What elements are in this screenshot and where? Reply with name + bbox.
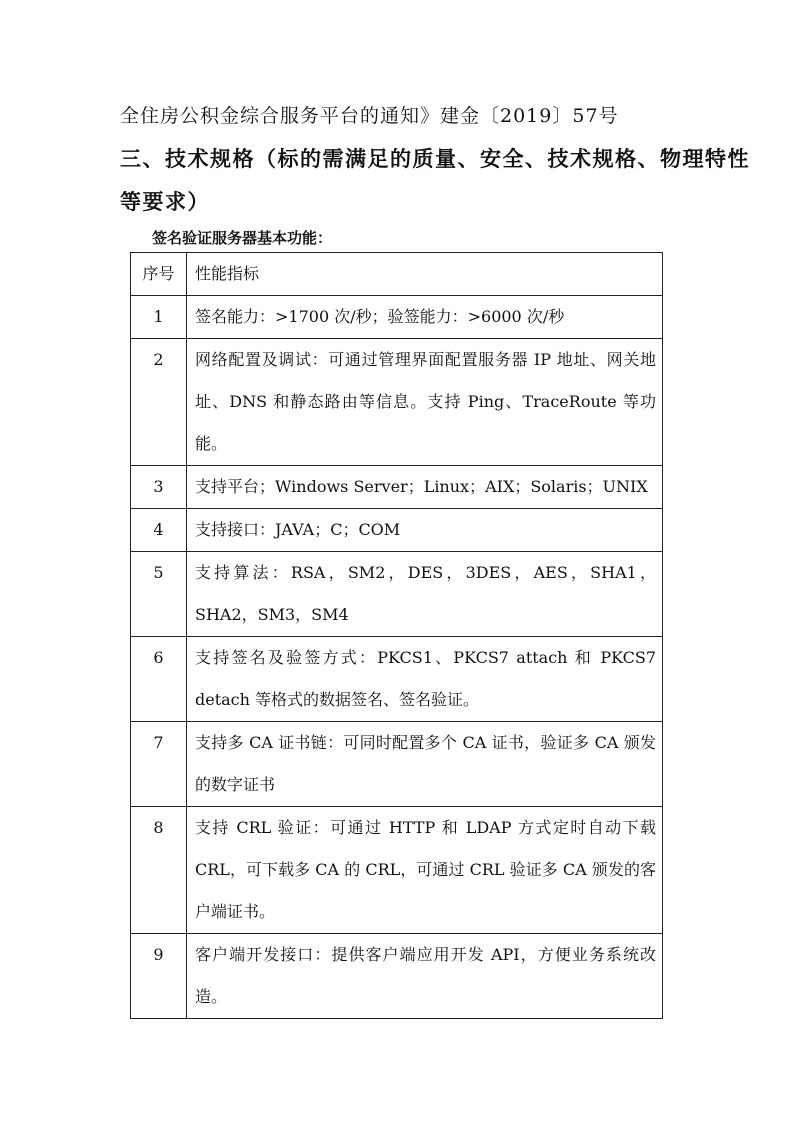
table-row (131, 466, 663, 509)
table-row (131, 637, 663, 722)
row-no: 3 (131, 466, 187, 509)
table-row (131, 296, 663, 339)
table-row (131, 339, 663, 466)
row-desc: 支持算法：RSA，SM2，DES，3DES，AES，SHA1，SHA2，SM3，SM4 (187, 552, 663, 637)
section-heading-line2: 等要求） (120, 190, 210, 214)
header-no: 序号 (131, 253, 187, 296)
row-no: 7 (131, 722, 187, 807)
row-no: 1 (131, 296, 187, 339)
section-heading-line1: 三、技术规格（标的需满足的质量、安全、技术规格、物理特性 (120, 147, 750, 171)
row-desc: 网络配置及调试：可通过管理界面配置服务器 IP 地址、网关地址、DNS 和静态路由等信息。支持 Ping、TraceRoute 等功能。 (187, 339, 663, 466)
row-desc: 支持 CRL 验证：可通过 HTTP 和 LDAP 方式定时自动下载 CRL，可下载多 CA 的 CRL，可通过 CRL 验证多 CA 颁发的客户端证书。 (187, 807, 663, 934)
table-row (131, 807, 663, 934)
header-desc: 性能指标 (187, 253, 663, 296)
row-no: 4 (131, 509, 187, 552)
row-desc: 支持多 CA 证书链：可同时配置多个 CA 证书，验证多 CA 颁发的数字证书 (187, 722, 663, 807)
row-no: 6 (131, 637, 187, 722)
spec-table (130, 252, 663, 1019)
table-row (131, 722, 663, 807)
row-no: 2 (131, 339, 187, 466)
row-desc: 客户端开发接口：提供客户端应用开发 API，方便业务系统改造。 (187, 934, 663, 1019)
row-no: 8 (131, 807, 187, 934)
table-header-row (131, 253, 663, 296)
row-desc: 签名能力：>1700 次/秒；验签能力：>6000 次/秒 (187, 296, 663, 339)
table-row (131, 552, 663, 637)
table-row (131, 509, 663, 552)
table-caption: 签名验证服务器基本功能： (152, 229, 333, 247)
row-no: 9 (131, 934, 187, 1019)
table-row (131, 934, 663, 1019)
row-desc: 支持签名及验签方式：PKCS1、PKCS7 attach 和 PKCS7 detach 等格式的数据签名、签名验证。 (187, 637, 663, 722)
document-top-line: 全住房公积金综合服务平台的通知》建金〔2019〕57号 (120, 105, 619, 127)
row-desc: 支持接口：JAVA；C；COM (187, 509, 663, 552)
row-desc: 支持平台；Windows Server；Linux；AIX；Solaris；UNIX (187, 466, 663, 509)
row-no: 5 (131, 552, 187, 637)
